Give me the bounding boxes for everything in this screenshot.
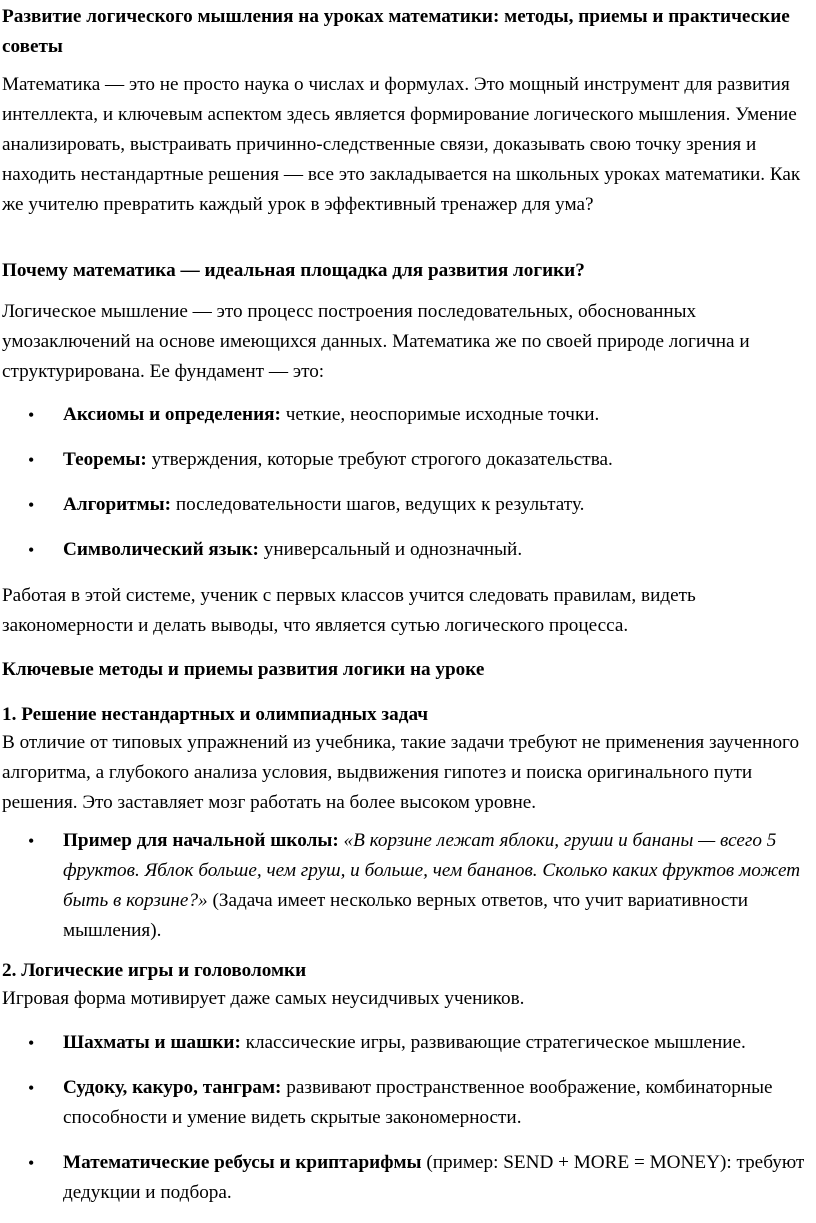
method1-example-list <box>0 826 806 946</box>
list-item <box>0 490 806 520</box>
list-item-text: четкие, неоспоримые исходные точки. <box>280 404 600 425</box>
foundation-list <box>0 400 806 565</box>
method2-paragraph: Игровая форма мотивирует даже самых неусидчивых учеников. <box>2 988 525 1009</box>
section2-heading: Ключевые методы и приемы развития логики на уроке <box>2 659 485 680</box>
list-item-text: универсальный и однозначный. <box>258 539 523 560</box>
method2-heading: 2. Логические игры и головоломки <box>2 960 307 981</box>
list-item <box>0 1028 806 1058</box>
intro-paragraph: Математика — это не просто наука о числах и формулах. Это мощный инструмент для развития интеллекта, и ключевым аспектом здесь является формирование логического мышления. Умение анализировать, выстраивать причинно-следственные связи, доказывать свою точку зрения и находить нестандартные решения — все это закладывается на школьных уроках математики. Как же учителю превратить каждый урок в эффективный тренажер для ума? <box>2 74 801 215</box>
list-item <box>0 535 806 565</box>
section1-conclusion: Работая в этой системе, ученик с первых классов учится следовать правилам, видеть закономерности и делать выводы, что является сутью логического процесса. <box>2 585 696 636</box>
example-quote: «В корзине лежат яблоки, груши и бананы — всего 5 фруктов. Яблок больше, чем груш, и больше, чем бананов. Сколько каких фруктов может быть в корзине?» <box>63 830 801 911</box>
list-item <box>0 445 806 475</box>
document-title: Развитие логического мышления на уроках математики: методы, приемы и практические советы <box>2 6 790 57</box>
method2-list <box>0 1028 806 1208</box>
list-item-text: последовательности шагов, ведущих к результату. <box>171 494 585 515</box>
list-item-label: Математические ребусы и криптарифмы <box>63 1152 422 1173</box>
list-item-label: Шахматы и шашки: <box>63 1032 241 1053</box>
list-item-label: Теоремы: <box>63 449 147 470</box>
list-item <box>0 1073 806 1133</box>
list-item-text: (пример: SEND + MORE = MONEY): требуют дедукции и подбора. <box>63 1152 805 1203</box>
list-item-text: классические игры, развивающие стратегическое мышление. <box>240 1032 746 1053</box>
example-label: Пример для начальной школы: <box>63 830 339 851</box>
list-item <box>0 1148 806 1208</box>
list-item-label: Судоку, какуро, танграм: <box>63 1077 282 1098</box>
list-item-label: Аксиомы и определения: <box>63 404 281 425</box>
section1-heading: Почему математика — идеальная площадка для развития логики? <box>2 260 585 281</box>
list-item <box>0 400 806 430</box>
list-item-text: утверждения, которые требуют строгого доказательства. <box>146 449 613 470</box>
list-item <box>0 826 806 946</box>
section1-paragraph: Логическое мышление — это процесс построения последовательных, обоснованных умозаключений на основе имеющихся данных. Математика же по своей природе логична и структурирована. Ее фундамент — это: <box>2 301 750 382</box>
list-item-text: развивают пространственное воображение, комбинаторные способности и умение видеть скрытые закономерности. <box>63 1077 773 1128</box>
list-item-label: Алгоритмы: <box>63 494 172 515</box>
example-note: (Задача имеет несколько верных ответов, что учит вариативности мышления). <box>63 890 749 941</box>
method1-paragraph: В отличие от типовых упражнений из учебника, такие задачи требуют не применения заученного алгоритма, а глубокого анализа условия, выдвижения гипотез и поиска оригинального пути решения. Это заставляет мозг работать на более высоком уровне. <box>2 732 800 813</box>
list-item-label: Символический язык: <box>63 539 259 560</box>
method1-heading: 1. Решение нестандартных и олимпиадных задач <box>2 704 429 725</box>
